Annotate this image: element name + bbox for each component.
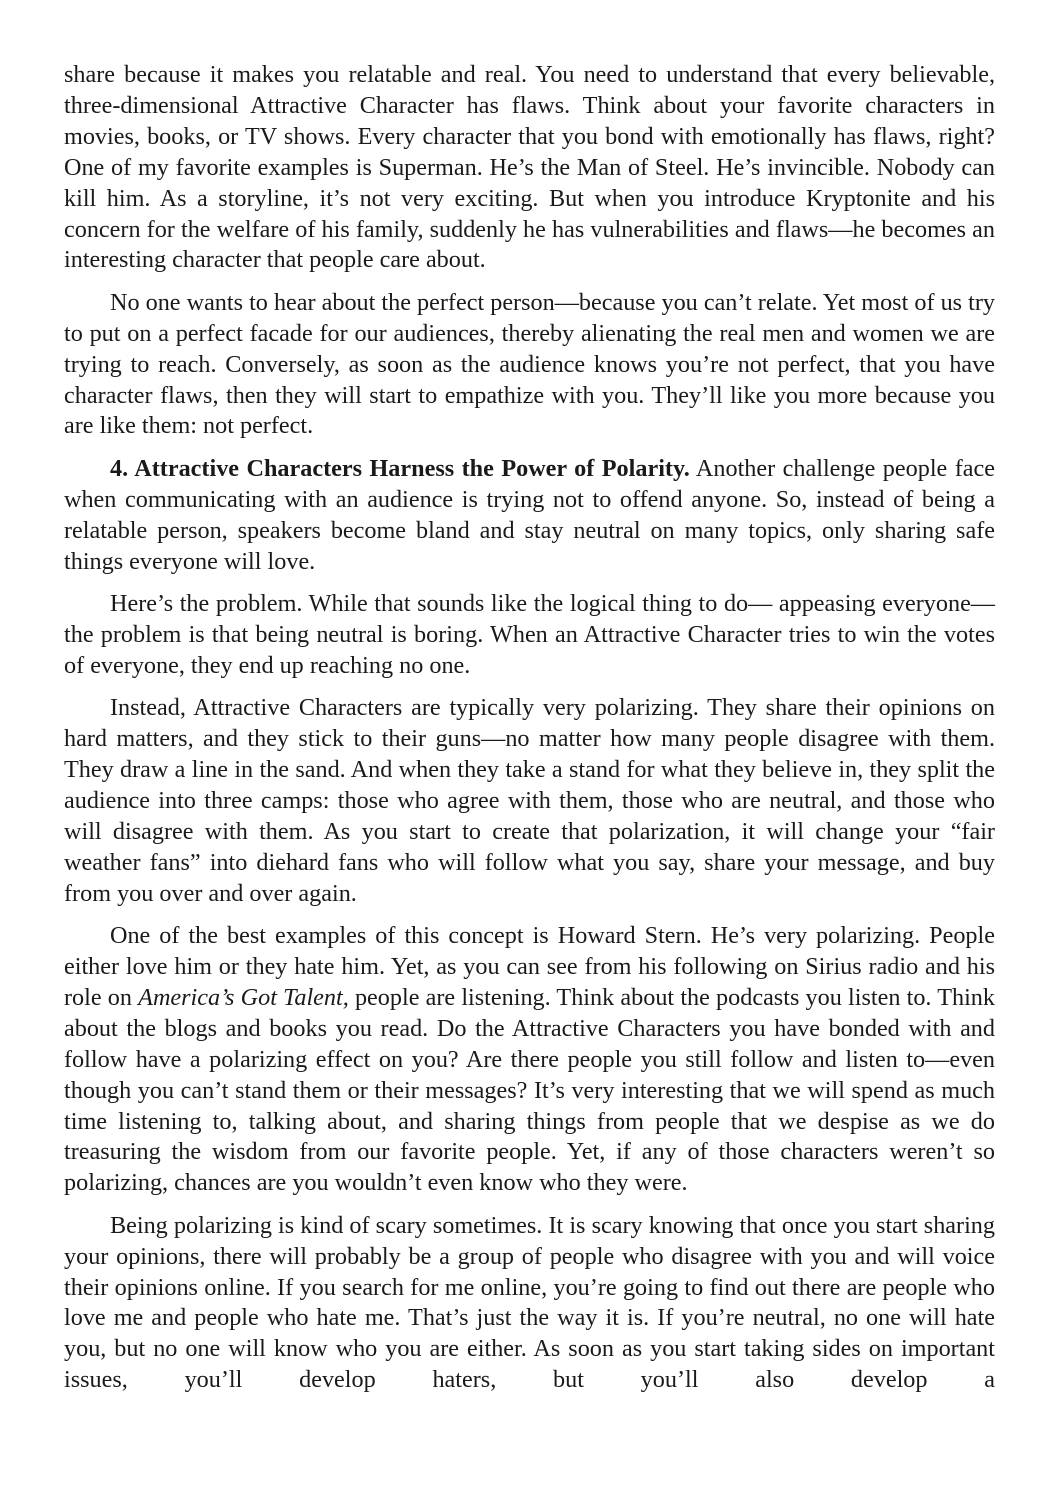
paragraph-instead [64, 693, 995, 909]
show-title: America’s Got Talent, [138, 983, 349, 1011]
paragraph-text: Being polarizing is kind of scary sometimes. It is scary knowing that once you start sharing your opinions, there will probably be a group of people who disagree with you and will voice their opinions online. If you search for me online, you’re going to find out there are people who love me and people who hate me. That’s just the way it is. If you’re neutral, no one will hate you, but no one will know who you are either. As soon as you start taking sides on important issues, you’ll develop haters, but you’ll also develop a [64, 1211, 995, 1394]
paragraph-text: Here’s the problem. While that sounds like the logical thing to do— appeasing everyone—the problem is that being neutral is boring. When an Attractive Character tries to win the votes of everyone, they end up reaching no one. [64, 590, 995, 679]
paragraph-text: No one wants to hear about the perfect person—because you can’t relate. Yet most of us try to put on a perfect facade for our audiences, thereby alienating the real men and women we are trying to reach. Conversely, as soon as the audience knows you’re not perfect, that you have character flaws, then they will start to empathize with you. They’ll like you more because you are like them: not perfect. [64, 288, 995, 440]
paragraph-text: One of the best examples of this concept is Howard Stern. He’s very polarizing. People either love him or they hate him. Yet, as you can see from his following on Sirius radio and his role on [64, 922, 995, 1011]
paragraph-text: Another challenge people face when communicating with an audience is trying not to offend anyone. So, instead of being a relatable person, speakers become bland and stay neutral on many topics, only sharing safe things everyone will love. [64, 454, 996, 575]
paragraph-perfect-person [64, 288, 995, 443]
paragraph-text: share because it makes you relatable and real. You need to understand that every believable, three-dimensional Attractive Character has flaws. Think about your favorite characters in movies, books, or TV shows. Every character that you bond with emotionally has flaws, right? One of my favorite examples is Superman. He’s the Man of Steel. He’s invincible. Nobody can kill him. As a storyline, it’s not very exciting. But when you introduce Kryptonite and his concern for the welfare of his family, suddenly he has vulnerabilities and flaws—he becomes an interesting character that people care about. [64, 61, 995, 274]
paragraph-being-polarizing [64, 1211, 995, 1396]
paragraph-problem [64, 589, 995, 682]
paragraph-continuation [64, 60, 995, 276]
paragraph-polarity-section [64, 454, 995, 578]
paragraph-text: people are listening. Think about the podcasts you listen to. Think about the blogs and books you read. Do the Attractive Characters you have bonded with and follow have a polarizing effect on you? Are there people you still follow and listen to—even though you can’t stand them or their messages? It’s very interesting that we will spend as much time listening to, talking about, and sharing things from people that we despise as we do treasuring the wisdom from our favorite people. Yet, if any of those characters weren’t so polarizing, chances are you wouldn’t even know who they were. [64, 983, 995, 1197]
book-page [64, 60, 995, 1396]
paragraph-howard-stern [64, 921, 995, 1199]
paragraph-text: Instead, Attractive Characters are typically very polarizing. They share their opinions on hard matters, and they stick to their guns—no matter how many people disagree with them. They draw a line in the sand. And when they take a stand for what they believe in, they split the audience into three camps: those who agree with them, those who are neutral, and those who will disagree with them. As you start to create that polarization, it will change your “fair weather fans” into diehard fans who will follow what you say, share your message, and buy from you over and over again. [64, 694, 995, 907]
section-heading: 4. Attractive Characters Harness the Power of Polarity. [110, 454, 690, 482]
